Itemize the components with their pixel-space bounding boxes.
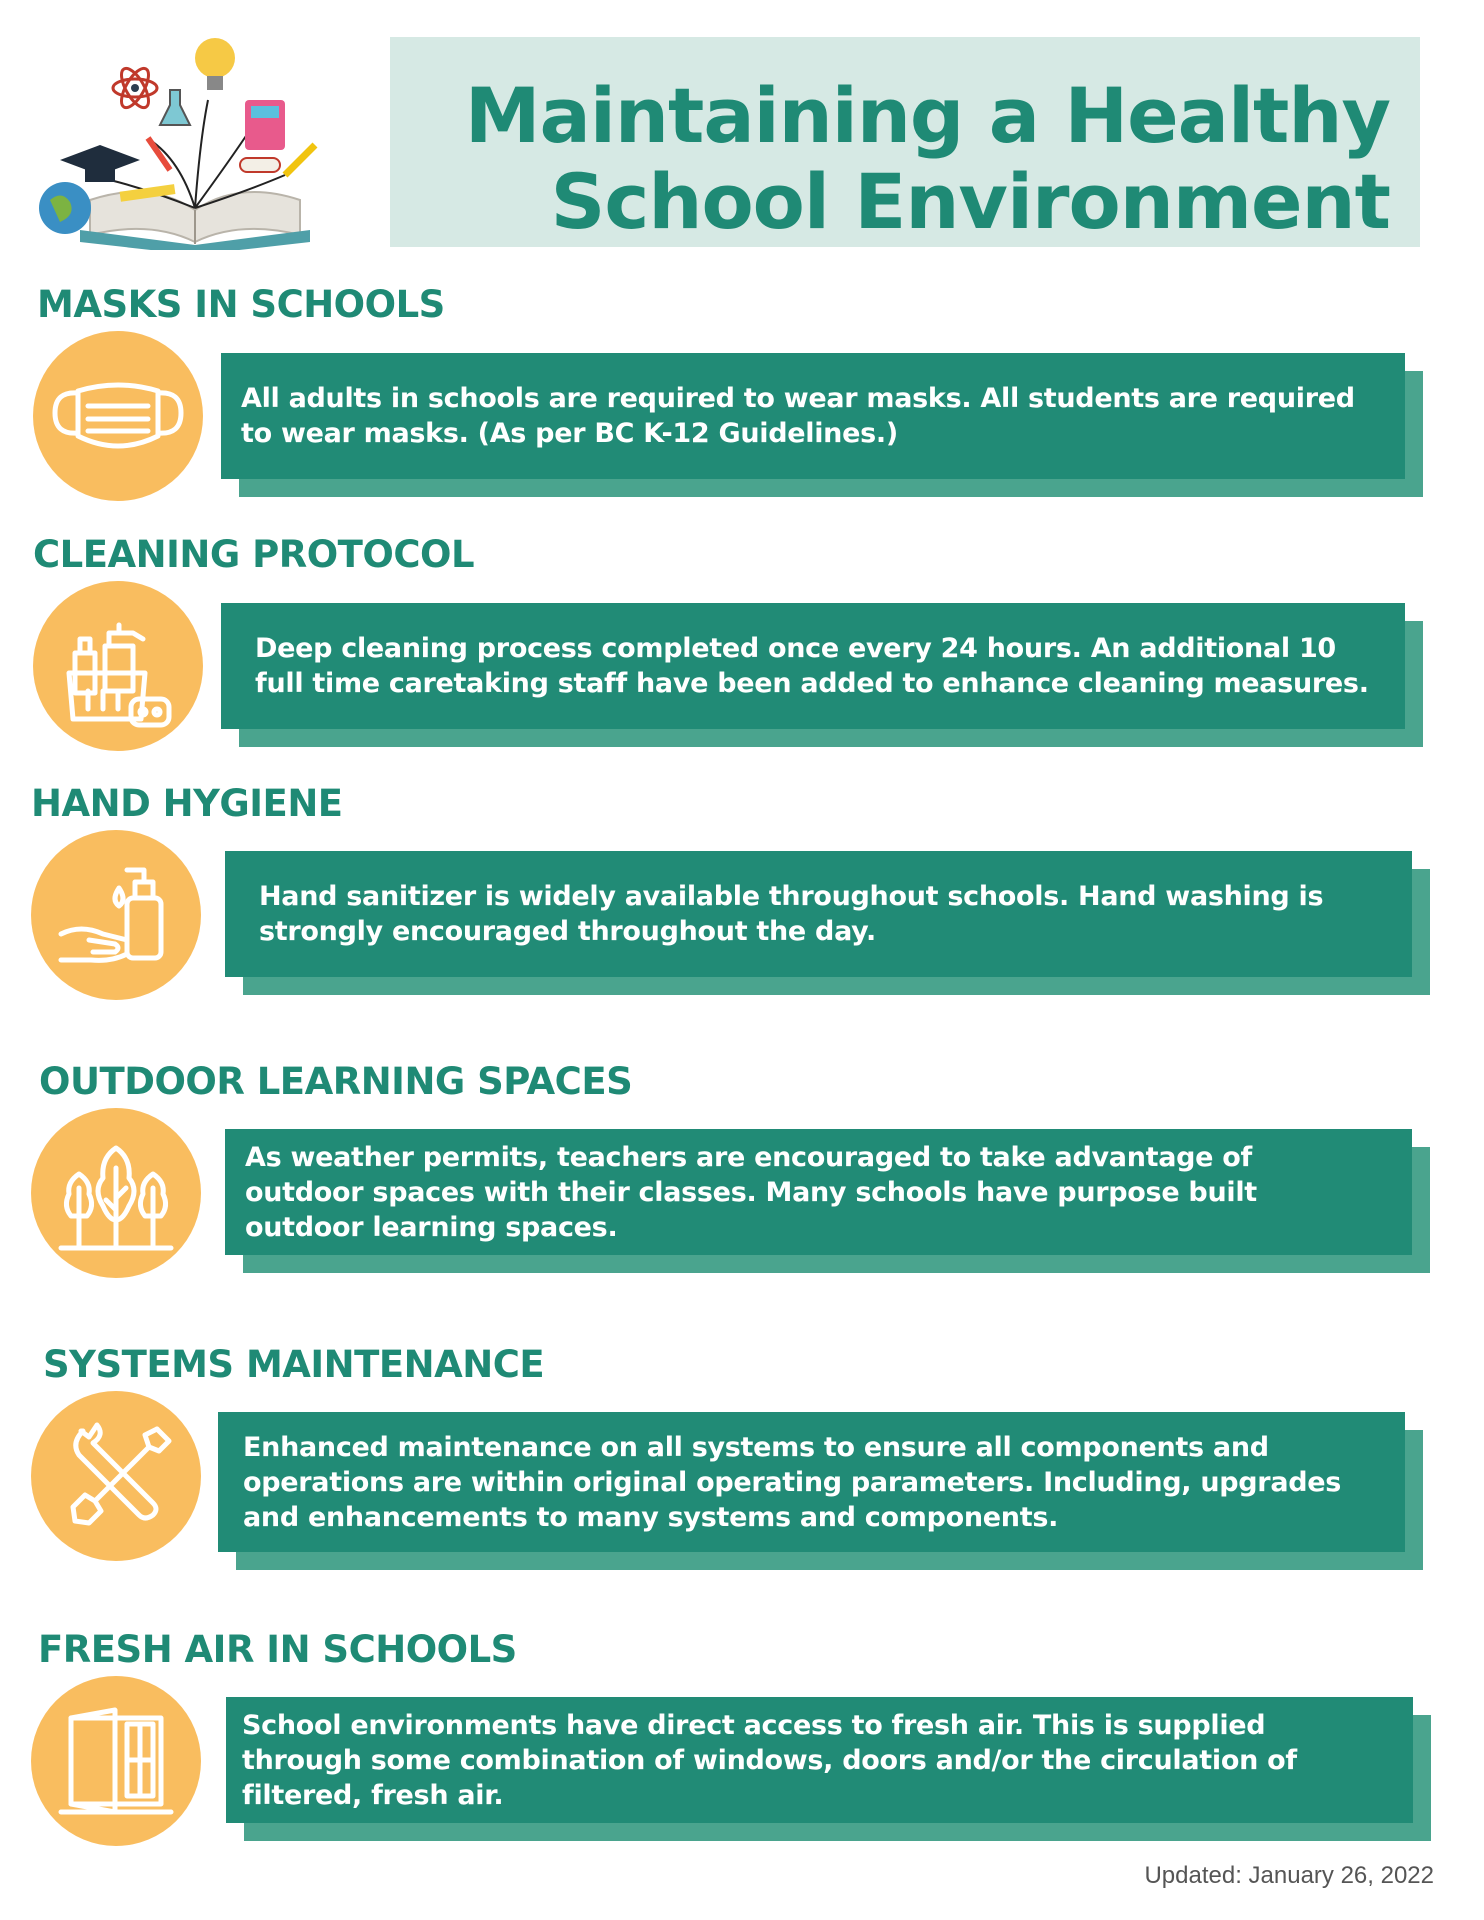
- section-heading: SYSTEMS MAINTENANCE: [43, 1343, 545, 1386]
- section-heading: OUTDOOR LEARNING SPACES: [39, 1060, 633, 1103]
- section-text-box: [225, 1129, 1412, 1255]
- hand-sanitizer-icon: [31, 830, 201, 1000]
- section-text-box: [225, 851, 1412, 977]
- trees-icon: [31, 1108, 201, 1278]
- section-heading: FRESH AIR IN SCHOOLS: [38, 1628, 517, 1671]
- section-heading: MASKS IN SCHOOLS: [37, 283, 445, 326]
- title-banner: [390, 37, 1420, 247]
- section-text: All adults in schools are required to wear masks. All students are required to wear masks. (As per BC K-12 Guidelines.): [241, 383, 1355, 449]
- section-text-box: [226, 1697, 1413, 1823]
- section-text: Hand sanitizer is widely available throughout schools. Hand washing is strongly encouraged throughout the day.: [259, 881, 1324, 947]
- section-text: Deep cleaning process completed once every 24 hours. An additional 10 full time caretaking staff have been added to enhance cleaning measures.: [255, 633, 1369, 699]
- open-book-ideas-icon: [30, 30, 350, 250]
- face-mask-icon: [33, 331, 203, 501]
- cleaning-supplies-icon: [33, 581, 203, 751]
- wrench-screwdriver-icon: [31, 1391, 201, 1561]
- page-title-line-1: Maintaining a Healthy: [464, 71, 1390, 160]
- section-heading: HAND HYGIENE: [31, 782, 343, 825]
- section-text-box: [218, 1412, 1405, 1552]
- section-text-box: [221, 603, 1405, 729]
- section-text: As weather permits, teachers are encouraged to take advantage of outdoor spaces with their classes. Many schools have purpose built outdoor learning spaces.: [245, 1141, 1257, 1243]
- updated-date: Updated: January 26, 2022: [1144, 1862, 1434, 1889]
- page-title-line-2: School Environment: [550, 157, 1390, 246]
- section-text: Enhanced maintenance on all systems to ensure all components and operations are within original operating parameters. Including, upgrades and enhancements to many systems and components.: [243, 1431, 1342, 1533]
- open-window-icon: [31, 1676, 201, 1846]
- section-text: School environments have direct access to fresh air. This is supplied through some combination of windows, doors and/or the circulation of filtered, fresh air.: [242, 1709, 1297, 1811]
- section-text-box: [221, 353, 1405, 479]
- section-heading: CLEANING PROTOCOL: [33, 533, 475, 576]
